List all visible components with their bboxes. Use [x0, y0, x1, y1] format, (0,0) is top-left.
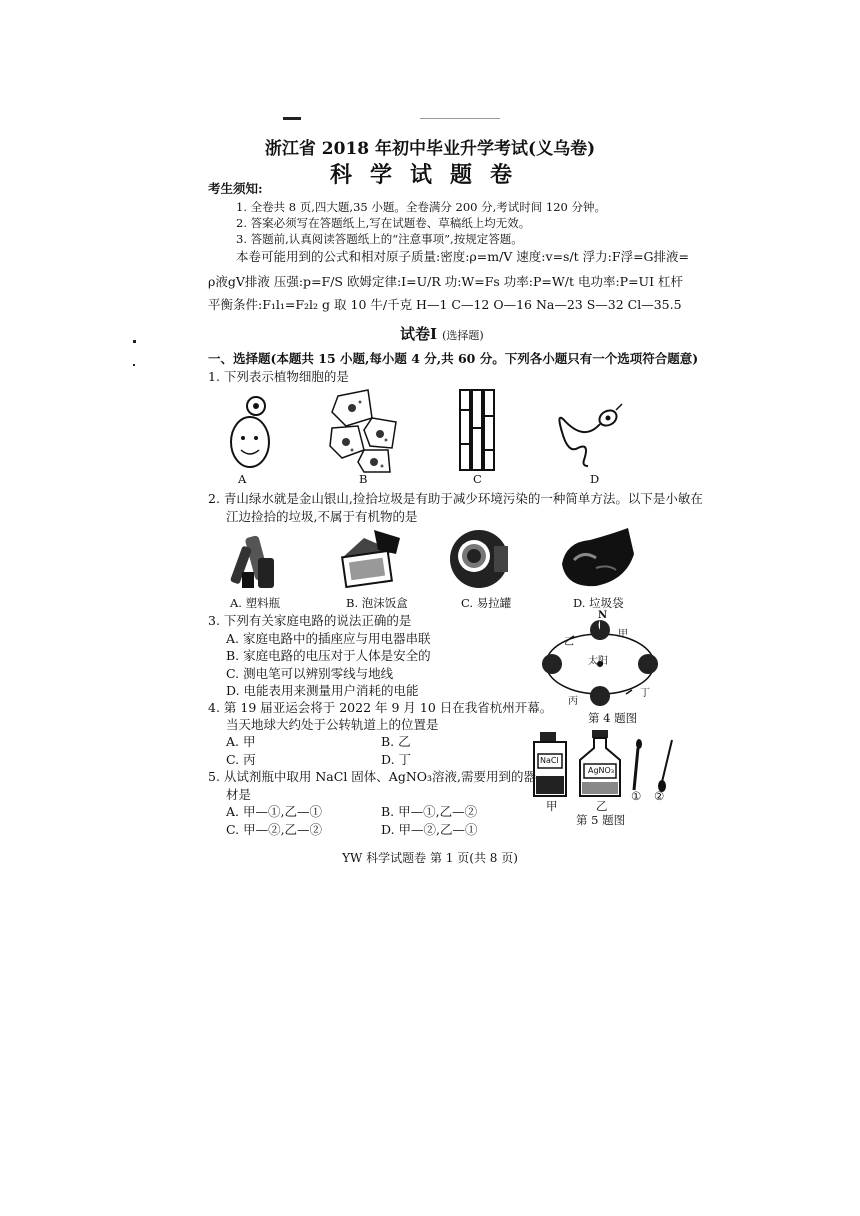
option-label: B. 泡沫饭盒 [346, 596, 408, 610]
page-footer: YW 科学试题卷 第 1 页(共 8 页) [342, 851, 518, 865]
option-text: A. 甲—①,乙—① [226, 804, 322, 819]
option-label: A. 塑料瓶 [230, 596, 281, 610]
notice-item: 3. 答题前,认真阅读答题纸上的“注意事项”,按规定答题。 [236, 232, 523, 246]
scan-mark [283, 117, 301, 120]
option-text: D. 丁 [381, 752, 412, 767]
scan-speck [133, 364, 135, 366]
plastic-bottle-photo [230, 532, 280, 590]
bottle1-name: 甲 [546, 799, 558, 813]
notice-heading: 考生须知: [208, 181, 263, 196]
option-text: D. 电能表用来测量用户消耗的电能 [226, 683, 419, 698]
orbit-position-bing: 丙 [568, 696, 578, 707]
option-text: A. 家庭电路中的插座应与用电器串联 [226, 631, 431, 646]
part-title [400, 323, 484, 344]
figure-caption: 第 4 题图 [588, 711, 638, 725]
question-stem: 3. 下列有关家庭电路的说法正确的是 [208, 613, 412, 628]
option-label: B [359, 472, 368, 486]
question-stem: 江边捡拾的垃圾,不属于有机物的是 [226, 509, 418, 524]
tool-1-label: ① [631, 789, 642, 803]
option-text: A. 甲 [226, 734, 256, 749]
cell-a-figure [226, 392, 276, 472]
option-text: B. 家庭电路的电压对于人体是安全的 [226, 648, 431, 663]
scan-mark-faint [420, 118, 500, 119]
option-label: A [238, 472, 247, 486]
notice-item: 1. 全卷共 8 页,四大题,35 小题。全卷满分 200 分,考试时间 120 分钟。 [236, 200, 607, 214]
orbit-position-jia: 甲 [618, 629, 628, 640]
option-text: D. 甲—②,乙—① [381, 822, 478, 837]
option-text: B. 甲—①,乙—② [381, 804, 478, 819]
option-label: D [590, 472, 600, 486]
bottle2-label: AgNO₃ [588, 766, 615, 775]
formula-line: ρ液gV排液 压强:p=F/S 欧姆定律:I=U/R 功:W=Fs 功率:P=W/t 电功率:P=UI 杠杆 [208, 274, 684, 289]
section-heading: 一、选择题(本题共 15 小题,每小题 4 分,共 60 分。下列各小题只有一个选项符合题意) [208, 351, 699, 366]
notice-item: 2. 答案必须写在答题纸上,写在试题卷、草稿纸上均无效。 [236, 216, 531, 230]
option-text: C. 丙 [226, 752, 256, 767]
option-label: D. 垃圾袋 [573, 596, 624, 610]
question-stem: 1. 下列表示植物细胞的是 [208, 369, 349, 384]
option-label: C [473, 472, 482, 486]
question-stem: 2. 青山绿水就是金山银山,捡拾垃圾是有助于减少环境污染的一种简单方法。以下是小敏在 [208, 491, 703, 506]
aluminum-can-photo [446, 526, 512, 592]
foam-lunchbox-photo [334, 524, 406, 590]
orbit-position-ding: 丁 [640, 688, 650, 699]
scan-speck [133, 340, 136, 343]
cell-d-figure [558, 402, 628, 468]
option-text: B. 乙 [381, 734, 411, 749]
formula-line: 平衡条件:F₁l₁=F₂l₂ g 取 10 牛/千克 H—1 C—12 O—16 Na—23 S—32 Cl—35.5 [208, 297, 682, 312]
part-title-note: (选择题) [442, 329, 484, 342]
figure-caption: 第 5 题图 [576, 813, 626, 827]
garbage-bag-photo [556, 524, 636, 590]
question-stem: 材是 [226, 787, 252, 802]
orbit-position-yi: 乙 [564, 637, 574, 648]
orbit-pole-label: N [598, 610, 608, 621]
cell-b-figure [328, 388, 398, 474]
paper-title: 科学试题卷 [329, 162, 530, 188]
option-text: C. 甲—②,乙—② [226, 822, 323, 837]
question-stem: 4. 第 19 届亚运会将于 2022 年 9 月 10 日在我省杭州开幕。 [208, 700, 553, 715]
tool-2-label: ② [654, 789, 665, 803]
exam-title: 浙江省 2018 年初中毕业升学考试(义乌卷) [264, 139, 596, 159]
cell-c-figure [456, 388, 500, 472]
question-stem: 5. 从试剂瓶中取用 NaCl 固体、AgNO₃溶液,需要用到的器 [208, 769, 536, 784]
question-stem: 当天地球大约处于公转轨道上的位置是 [226, 717, 439, 732]
option-text: C. 测电笔可以辨别零线与地线 [226, 666, 394, 681]
orbit-sun-label: 太阳 [588, 656, 608, 667]
bottle2-name: 乙 [596, 799, 608, 813]
part-title-text: 试卷Ⅰ [400, 325, 438, 343]
bottle1-label: NaCl [540, 756, 559, 765]
formula-line: 本卷可能用到的公式和相对原子质量:密度:ρ=m/V 速度:v=s/t 浮力:F浮=G排液= [236, 249, 689, 264]
option-label: C. 易拉罐 [461, 596, 512, 610]
